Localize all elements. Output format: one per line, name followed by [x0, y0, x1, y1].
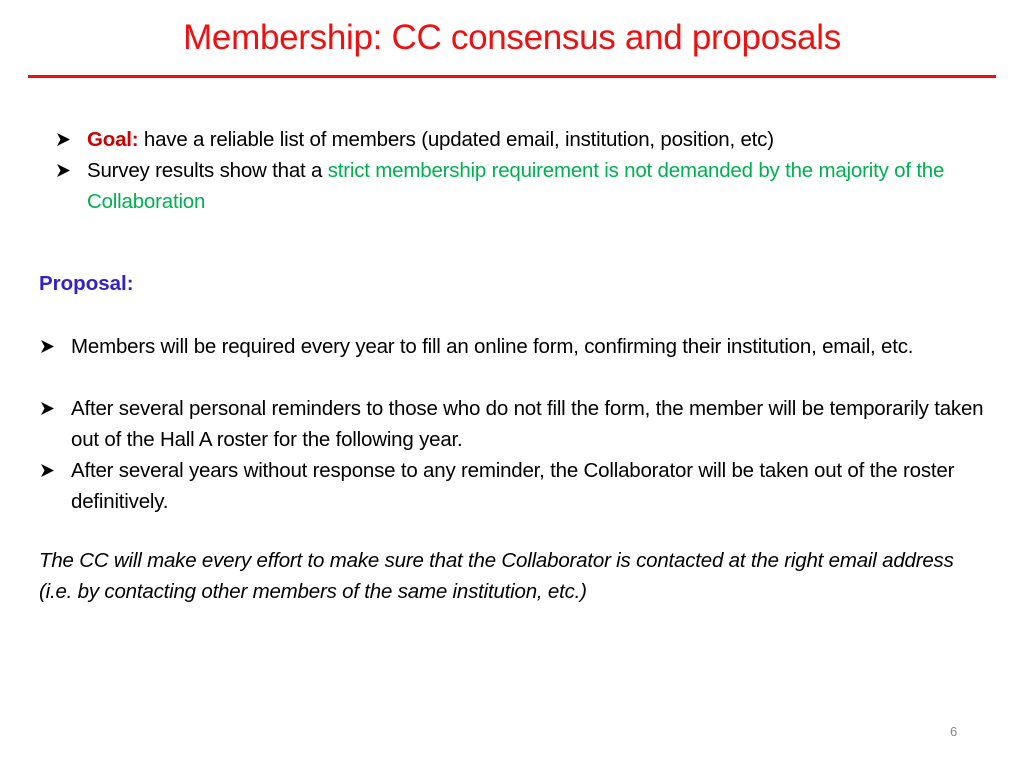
list-item-annual-form	[41, 331, 991, 362]
survey-highlight: strict membership requirement is not demanded by the majority of the Collaboration	[87, 159, 945, 213]
closing-note: The CC will make every effort to make sure that the Collaborator is contacted at the right email address (i.e. by contacting other members of the same institution, etc.)	[39, 549, 954, 603]
arrow-bullet-icon	[41, 464, 54, 477]
page-number: 6	[950, 724, 958, 739]
proposal-item-text: Members will be required every year to fill an online form, confirming their institution, email, etc.	[71, 335, 914, 358]
arrow-bullet-icon	[57, 133, 70, 146]
arrow-bullet-icon	[41, 340, 54, 353]
proposal-heading: Proposal:	[39, 272, 134, 295]
list-item-survey	[57, 155, 977, 217]
list-item-goal	[57, 124, 977, 155]
proposal-item-text: After several personal reminders to those who do not fill the form, the member will be temporarily taken out of the Hall A roster for the following year.	[71, 397, 984, 451]
survey-lead: Survey results show that a	[87, 159, 328, 182]
goal-description: have a reliable list of members (updated email, institution, position, etc)	[138, 128, 774, 151]
survey-text	[87, 155, 977, 217]
title-divider	[28, 75, 996, 78]
goal-label: Goal:	[87, 128, 139, 151]
arrow-bullet-icon	[41, 402, 54, 415]
list-item-reminders	[41, 393, 991, 455]
goal-text	[87, 124, 977, 155]
arrow-bullet-icon	[57, 164, 70, 177]
slide-title: Membership: CC consensus and proposals	[183, 18, 841, 57]
proposal-item-text: After several years without response to any reminder, the Collaborator will be taken out of the roster definitively.	[71, 459, 955, 513]
list-item-removal	[41, 455, 991, 517]
